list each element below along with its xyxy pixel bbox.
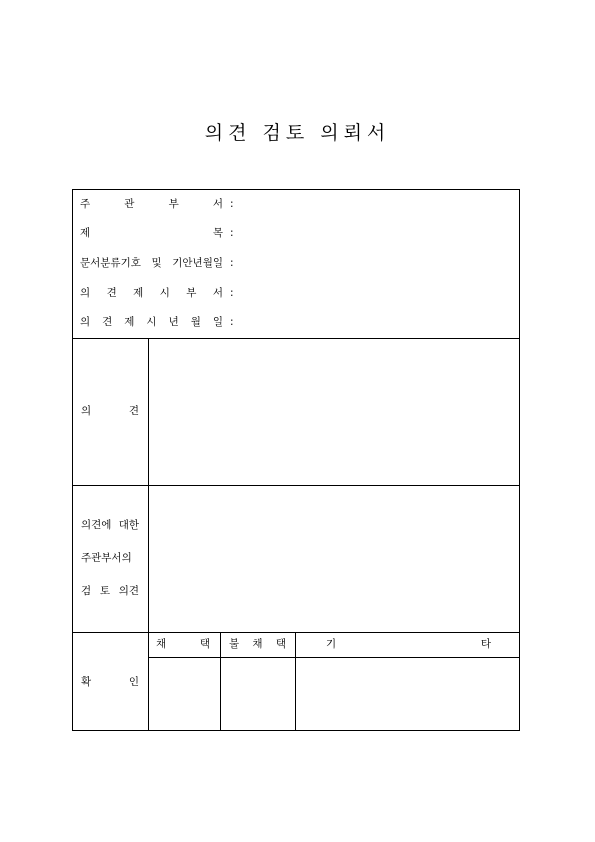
opinion-label: 의 견	[81, 405, 139, 417]
field-colon: :	[230, 257, 234, 269]
option-adopt-cell[interactable]	[150, 659, 219, 730]
divider-options-header	[148, 657, 520, 658]
confirm-label: 확 인	[81, 676, 139, 688]
field-colon: :	[230, 287, 234, 299]
field-colon: :	[230, 227, 234, 239]
field-label: 의 견 제 시 부 서	[80, 287, 223, 299]
review-label-line: 주관부서의	[81, 552, 132, 564]
document-title: 의견 검토 의뢰서	[204, 122, 391, 144]
field-label: 제 목	[80, 227, 223, 239]
field-label: 문서분류기호 및 기안년월일	[80, 257, 223, 269]
divider-label-column	[148, 338, 149, 731]
divider-option-1	[220, 632, 221, 731]
option-other-cell[interactable]	[297, 659, 519, 730]
opinion-content-area[interactable]	[150, 340, 518, 484]
option-reject-cell[interactable]	[222, 659, 294, 730]
field-label: 의 견 제 시 년 월 일	[80, 316, 223, 328]
review-label-line: 의견에 대한	[81, 519, 139, 531]
field-label: 주 관 부 서	[80, 198, 223, 210]
divider-header-bottom	[72, 338, 520, 339]
divider-option-2	[295, 632, 296, 731]
option-other-label: 기 타	[326, 638, 491, 650]
field-colon: :	[230, 198, 234, 210]
review-label-line: 검 토 의견	[81, 585, 139, 597]
divider-opinion-bottom	[72, 485, 520, 486]
review-content-area[interactable]	[150, 487, 518, 631]
field-colon: :	[230, 316, 234, 328]
divider-review-bottom	[72, 632, 520, 633]
option-reject-label: 불 채 택	[229, 638, 286, 650]
option-adopt-label: 채 택	[156, 638, 210, 650]
